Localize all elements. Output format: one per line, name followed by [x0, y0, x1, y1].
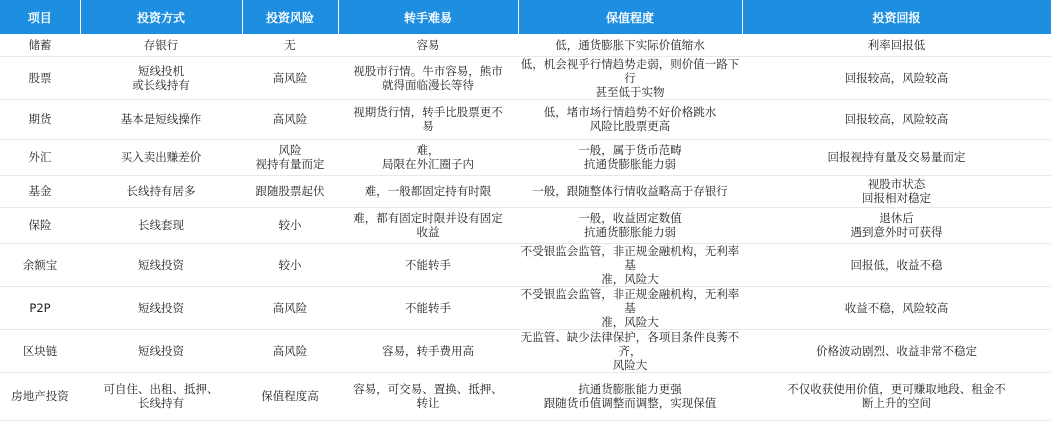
cell-value: 一般，收益固定数值 抗通货膨胀能力弱: [518, 207, 742, 243]
cell-liquidity: 容易，可交易、置换、抵押、 转让: [338, 372, 518, 420]
cell-return: 收益不稳，风险较高: [742, 286, 1051, 329]
cell-item: 房地产投资: [0, 372, 80, 420]
cell-liquidity: 不能转手: [338, 243, 518, 286]
cell-value: 无监管、缺少法律保护，各项目条件良莠不齐， 风险大: [518, 329, 742, 372]
cell-risk: 较小: [242, 243, 338, 286]
cell-liquidity: 难， 局限在外汇圈子内: [338, 139, 518, 175]
cell-risk: 跟随股票起伏: [242, 175, 338, 207]
cell-value: 低，堵市场行情趋势不好价格跳水 风险比股票更高: [518, 99, 742, 139]
cell-item: 余额宝: [0, 243, 80, 286]
cell-return: 回报较高，风险较高: [742, 56, 1051, 99]
cell-return: 利率回报低: [742, 34, 1051, 56]
cell-item: 外汇: [0, 139, 80, 175]
cell-liquidity: 难，一般都固定持有时限: [338, 175, 518, 207]
table-row: [0, 243, 1051, 286]
cell-method: 短线投资: [80, 286, 242, 329]
cell-value: 低，通货膨胀下实际价值缩水: [518, 34, 742, 56]
table-header-row: [0, 0, 1051, 34]
cell-return: 回报视持有量及交易量而定: [742, 139, 1051, 175]
cell-return: 回报较高，风险较高: [742, 99, 1051, 139]
cell-liquidity: 容易: [338, 34, 518, 56]
table-row: [0, 34, 1051, 56]
header-method: 投资方式: [80, 0, 242, 34]
cell-liquidity: 容易，转手费用高: [338, 329, 518, 372]
cell-risk: 高风险: [242, 56, 338, 99]
table-row: [0, 329, 1051, 372]
table-row: [0, 286, 1051, 329]
cell-item: 股票: [0, 56, 80, 99]
table-row: [0, 139, 1051, 175]
cell-item: 区块链: [0, 329, 80, 372]
cell-risk: 无: [242, 34, 338, 56]
cell-item: 期货: [0, 99, 80, 139]
cell-method: 买入卖出赚差价: [80, 139, 242, 175]
header-return: 投资回报: [742, 0, 1051, 34]
cell-risk: 风险 视持有量而定: [242, 139, 338, 175]
cell-value: 不受银监会监管，非正规金融机构，无利率基 准，风险大: [518, 286, 742, 329]
table-row: [0, 56, 1051, 99]
table-row: [0, 175, 1051, 207]
cell-liquidity: 视股市行情。牛市容易，熊市 就得面临漫长等待: [338, 56, 518, 99]
cell-method: 基本是短线操作: [80, 99, 242, 139]
header-liquidity: 转手难易: [338, 0, 518, 34]
cell-method: 可自住、出租、抵押、 长线持有: [80, 372, 242, 420]
cell-liquidity: 不能转手: [338, 286, 518, 329]
table-row: [0, 207, 1051, 243]
cell-value: 不受银监会监管，非正规金融机构，无利率基 准，风险大: [518, 243, 742, 286]
cell-item: 基金: [0, 175, 80, 207]
cell-item: 储蓄: [0, 34, 80, 56]
cell-risk: 保值程度高: [242, 372, 338, 420]
cell-liquidity: 视期货行情，转手比股票更不 易: [338, 99, 518, 139]
cell-method: 长线持有居多: [80, 175, 242, 207]
cell-method: 长线套现: [80, 207, 242, 243]
header-item: 项目: [0, 0, 80, 34]
cell-item: P2P: [0, 286, 80, 329]
table-row: [0, 99, 1051, 139]
cell-return: 退休后 遇到意外时可获得: [742, 207, 1051, 243]
cell-value: 抗通货膨胀能力更强 跟随货币值调整而调整，实现保值: [518, 372, 742, 420]
header-value: 保值程度: [518, 0, 742, 34]
cell-method: 存银行: [80, 34, 242, 56]
header-risk: 投资风险: [242, 0, 338, 34]
cell-risk: 高风险: [242, 286, 338, 329]
table-row: [0, 372, 1051, 420]
cell-item: 保险: [0, 207, 80, 243]
cell-method: 短线投机 或长线持有: [80, 56, 242, 99]
cell-return: 价格波动剧烈、收益非常不稳定: [742, 329, 1051, 372]
cell-risk: 较小: [242, 207, 338, 243]
cell-value: 一般，跟随整体行情收益略高于存银行: [518, 175, 742, 207]
cell-risk: 高风险: [242, 99, 338, 139]
cell-return: 回报低，收益不稳: [742, 243, 1051, 286]
cell-method: 短线投资: [80, 243, 242, 286]
cell-liquidity: 难，都有固定时限并设有固定 收益: [338, 207, 518, 243]
cell-return: 不仅收获使用价值，更可赚取地段、租金不 断上升的空间: [742, 372, 1051, 420]
cell-value: 一般，属于货币范畴 抗通货膨胀能力弱: [518, 139, 742, 175]
cell-return: 视股市状态 回报相对稳定: [742, 175, 1051, 207]
cell-method: 短线投资: [80, 329, 242, 372]
cell-value: 低，机会视乎行情趋势走弱，则价值一路下行 甚至低于实物: [518, 56, 742, 99]
cell-risk: 高风险: [242, 329, 338, 372]
